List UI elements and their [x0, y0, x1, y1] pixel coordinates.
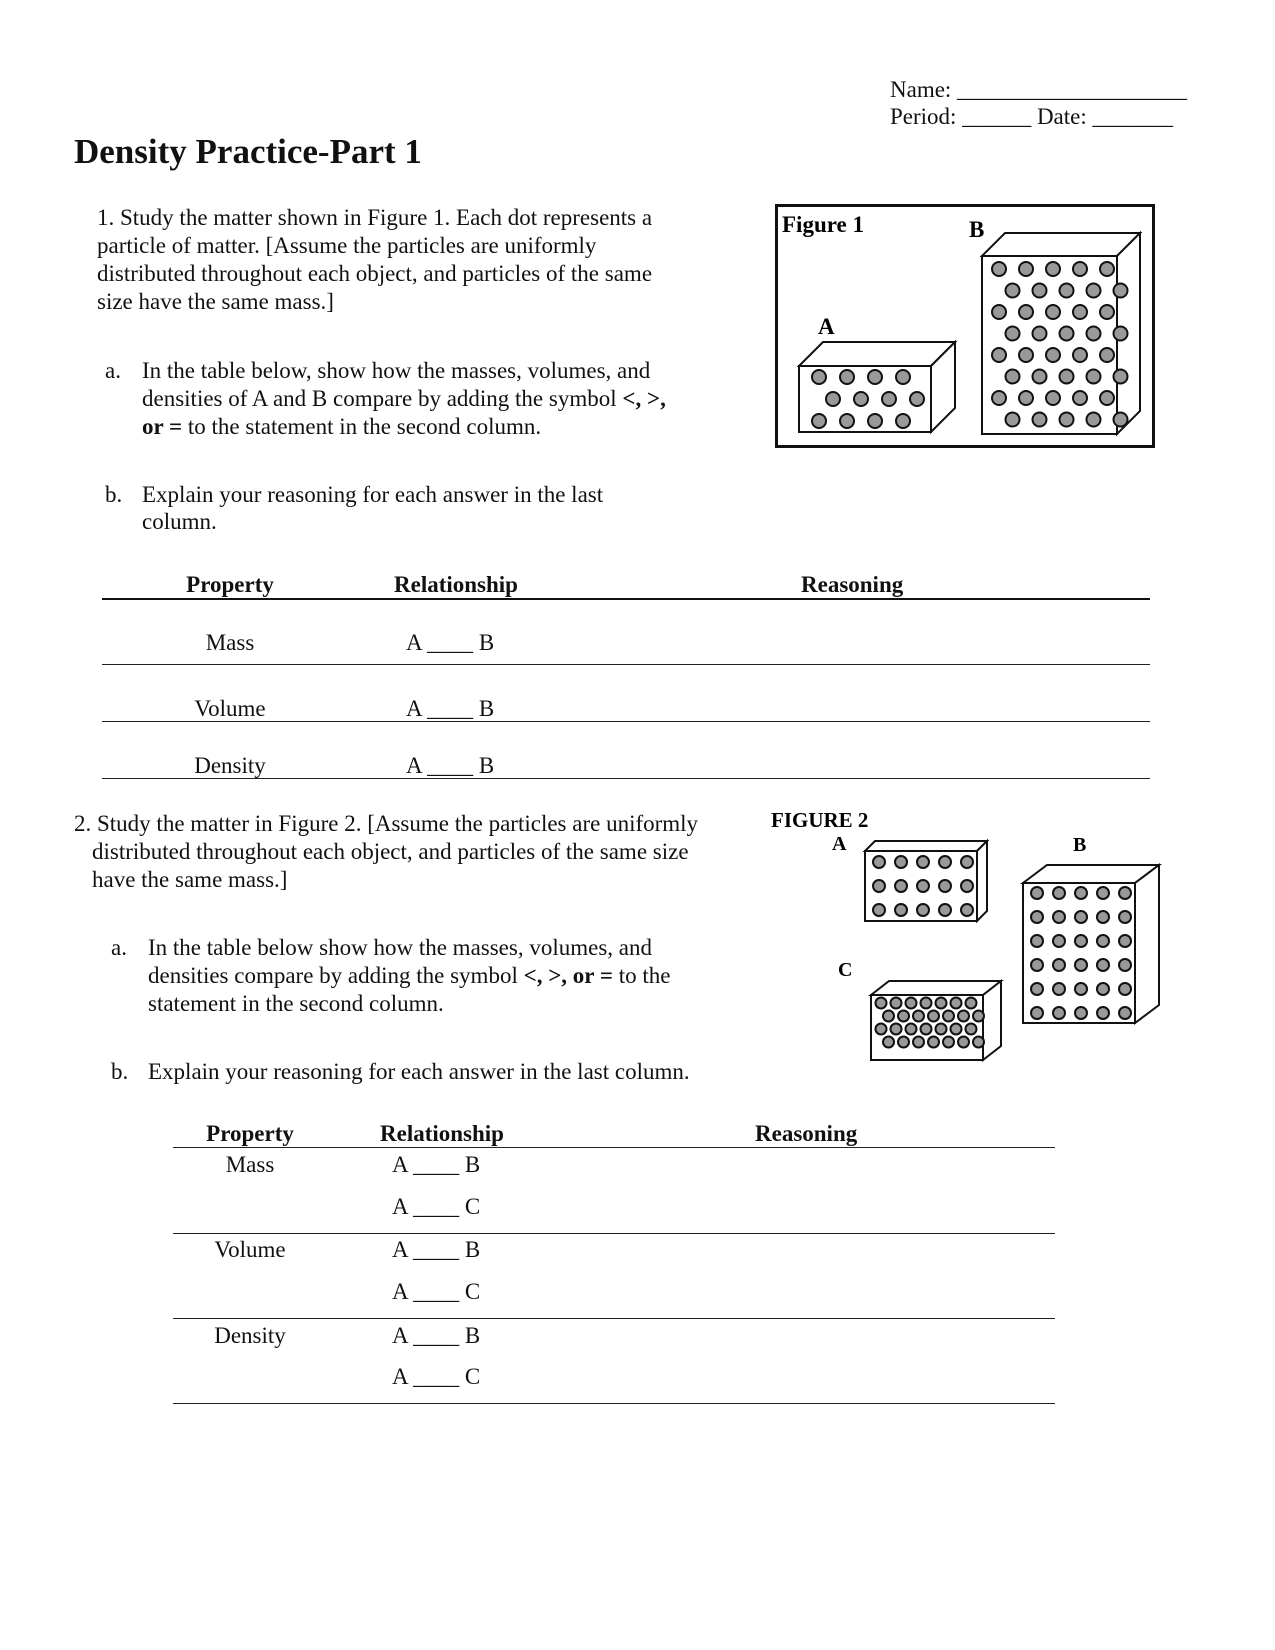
q1a-symbols: or =: [142, 414, 183, 439]
figure-2: [765, 805, 1185, 1065]
particle-dot: [868, 414, 882, 428]
q2-row-density-property: Density: [214, 1323, 286, 1348]
particle-dot: [973, 1011, 984, 1022]
particle-dot: [876, 998, 887, 1009]
q1-text-line: particle of matter. [Assume the particles are uniformly: [97, 233, 597, 258]
q2-row-mass-relation-ac: A ____ C: [392, 1194, 481, 1219]
figure-1-label-a: A: [818, 314, 835, 339]
q2-row-density-relation-ab: A ____ B: [392, 1323, 481, 1348]
q2-text-line: have the same mass.]: [92, 867, 288, 892]
q1-row-volume-relation: A ____ B: [406, 696, 495, 721]
particle-dot: [1119, 959, 1131, 971]
particle-dot: [1100, 391, 1114, 405]
particle-dot: [1100, 262, 1114, 276]
particle-dot: [943, 1011, 954, 1022]
q2a-text: densities compare by adding the symbol: [148, 963, 518, 988]
q2-table-header-rule: [173, 1147, 1055, 1148]
period-date-field-label: Period: ______ Date: _______: [890, 104, 1173, 129]
q2-table-row-rule: [173, 1403, 1055, 1404]
q1-row-mass-relation: A ____ B: [406, 630, 495, 655]
particle-dot: [1100, 305, 1114, 319]
particle-dot: [1087, 284, 1101, 298]
particle-dot: [1046, 391, 1060, 405]
q1-table-header-rule: [102, 598, 1150, 600]
particle-dot: [1019, 348, 1033, 362]
particle-dot: [854, 392, 868, 406]
particle-dot: [921, 1024, 932, 1035]
q2-row-mass-property: Mass: [225, 1152, 275, 1177]
particle-dot: [895, 904, 907, 916]
particle-dot: [951, 998, 962, 1009]
particle-dot: [1053, 983, 1065, 995]
particle-dot: [1006, 327, 1020, 341]
q2-row-mass-relation-ab: A ____ B: [392, 1152, 481, 1177]
particle-dot: [1087, 327, 1101, 341]
particle-dot: [906, 1024, 917, 1035]
q1-row-density-property: Density: [194, 753, 266, 778]
q2-table-header-property: Property: [206, 1121, 294, 1146]
name-field-label: Name: ____________________: [890, 77, 1188, 102]
particle-dot: [973, 1037, 984, 1048]
particle-dot: [1087, 413, 1101, 427]
q2-row-volume-property: Volume: [214, 1237, 286, 1262]
particle-dot: [1075, 887, 1087, 899]
particle-dot: [1097, 1007, 1109, 1019]
particle-dot: [958, 1011, 969, 1022]
particle-dot: [1033, 413, 1047, 427]
particle-dot: [1031, 911, 1043, 923]
particle-dot: [928, 1011, 939, 1022]
particle-dot: [812, 370, 826, 384]
q2-table-row-rule: [173, 1318, 1055, 1319]
particle-dot: [1097, 935, 1109, 947]
particle-dot: [1060, 284, 1074, 298]
particle-dot: [1053, 935, 1065, 947]
particle-dot: [1073, 391, 1087, 405]
particle-dot: [1119, 911, 1131, 923]
page-title: Density Practice-Part 1: [74, 132, 422, 171]
q1-row-density-relation: A ____ B: [406, 753, 495, 778]
particle-dot: [1046, 348, 1060, 362]
particle-dot: [1097, 983, 1109, 995]
particle-dot: [1114, 413, 1128, 427]
particle-dot: [812, 414, 826, 428]
particle-dot: [895, 880, 907, 892]
q2-table-header-relationship: Relationship: [380, 1121, 504, 1146]
q1a-text: to the statement in the second column.: [187, 414, 542, 439]
q1-row-mass-property: Mass: [205, 630, 255, 655]
particle-dot: [1019, 305, 1033, 319]
particle-dot: [1075, 935, 1087, 947]
particle-dot: [1114, 284, 1128, 298]
particle-dot: [1033, 370, 1047, 384]
particle-dot: [917, 856, 929, 868]
particle-dot: [1053, 911, 1065, 923]
particle-dot: [1119, 935, 1131, 947]
particle-dot: [1019, 262, 1033, 276]
q1-table-row-rule: [102, 778, 1150, 779]
particle-dot: [1053, 1007, 1065, 1019]
particle-dot: [1075, 983, 1087, 995]
q1a-text-line: [142, 385, 666, 412]
particle-dot: [1075, 1007, 1087, 1019]
q1-table-header-property: Property: [186, 572, 274, 597]
q1-table-row-rule: [102, 721, 1150, 722]
particle-dot: [1060, 370, 1074, 384]
particle-dot: [840, 370, 854, 384]
figure-1-label: Figure 1: [782, 212, 864, 237]
figure-2-label-b: B: [1073, 834, 1087, 856]
particle-dot: [1053, 887, 1065, 899]
particle-dot: [891, 1024, 902, 1035]
particle-dot: [1119, 983, 1131, 995]
particle-dot: [1053, 959, 1065, 971]
particle-dot: [1097, 911, 1109, 923]
particle-dot: [958, 1037, 969, 1048]
q2b-text-line: Explain your reasoning for each answer in the last column.: [148, 1059, 690, 1084]
particle-dot: [840, 414, 854, 428]
particle-dot: [1033, 284, 1047, 298]
particle-dot: [961, 880, 973, 892]
figure-1-label-b: B: [969, 217, 985, 242]
particle-dot: [1031, 1007, 1043, 1019]
figure-1: [775, 204, 1155, 448]
particle-dot: [895, 856, 907, 868]
particle-dot: [882, 392, 896, 406]
particle-dot: [939, 904, 951, 916]
q1b-marker: b.: [105, 482, 123, 507]
particle-dot: [876, 1024, 887, 1035]
particle-dot: [873, 904, 885, 916]
particle-dot: [1073, 305, 1087, 319]
particle-dot: [873, 880, 885, 892]
particle-dot: [928, 1037, 939, 1048]
particle-dot: [898, 1037, 909, 1048]
particle-dot: [943, 1037, 954, 1048]
q1a-text-line: [142, 413, 541, 440]
q2-table-header-reasoning: Reasoning: [755, 1121, 858, 1146]
particle-dot: [906, 998, 917, 1009]
q2-row-volume-relation-ac: A ____ C: [392, 1279, 481, 1304]
particle-dot: [1075, 911, 1087, 923]
particle-dot: [1073, 348, 1087, 362]
particle-dot: [873, 856, 885, 868]
particle-dot: [992, 262, 1006, 276]
particle-dot: [826, 392, 840, 406]
q2a-marker: a.: [111, 935, 127, 960]
particle-dot: [936, 1024, 947, 1035]
particle-dot: [883, 1037, 894, 1048]
particle-dot: [1019, 391, 1033, 405]
particle-dot: [992, 305, 1006, 319]
particle-dot: [910, 392, 924, 406]
particle-dot: [1087, 370, 1101, 384]
particle-dot: [896, 414, 910, 428]
particle-dot: [917, 880, 929, 892]
particle-dot: [966, 1024, 977, 1035]
q1a-symbols: <, >,: [622, 386, 666, 411]
particle-dot: [1114, 370, 1128, 384]
particle-dot: [1046, 305, 1060, 319]
particle-dot: [961, 856, 973, 868]
particle-dot: [992, 391, 1006, 405]
particle-dot: [1006, 284, 1020, 298]
q2a-text-line: In the table below show how the masses, volumes, and: [148, 935, 652, 960]
q2a-text-line: statement in the second column.: [148, 991, 444, 1016]
particle-dot: [1060, 327, 1074, 341]
q2a-text: to the: [618, 963, 671, 988]
particle-dot: [951, 1024, 962, 1035]
q2-row-volume-relation-ab: A ____ B: [392, 1237, 481, 1262]
particle-dot: [917, 904, 929, 916]
particle-dot: [966, 998, 977, 1009]
q1a-marker: a.: [105, 358, 121, 383]
particle-dot: [939, 856, 951, 868]
particle-dot: [1031, 887, 1043, 899]
q1-row-volume-property: Volume: [194, 696, 266, 721]
particle-dot: [936, 998, 947, 1009]
q2-text-line: 2. Study the matter in Figure 2. [Assume the particles are uniformly: [74, 811, 699, 836]
q1-table-row-rule: [102, 664, 1150, 665]
figure-2-box-b: [1023, 865, 1159, 1023]
figure-2-label-a: A: [832, 833, 847, 855]
particle-dot: [891, 998, 902, 1009]
particle-dot: [883, 1011, 894, 1022]
particle-dot: [913, 1037, 924, 1048]
particle-dot: [921, 998, 932, 1009]
q2a-symbols: <, >, or =: [523, 963, 613, 988]
q2b-marker: b.: [111, 1059, 129, 1084]
particle-dot: [939, 880, 951, 892]
q2-text-line: distributed throughout each object, and particles of the same size: [92, 839, 689, 864]
q2-table-row-rule: [173, 1233, 1055, 1234]
particle-dot: [1114, 327, 1128, 341]
particle-dot: [1119, 1007, 1131, 1019]
particle-dot: [1046, 262, 1060, 276]
q2-row-density-relation-ac: A ____ C: [392, 1364, 481, 1389]
particle-dot: [1100, 348, 1114, 362]
particle-dot: [1060, 413, 1074, 427]
particle-dot: [1006, 370, 1020, 384]
particle-dot: [1075, 959, 1087, 971]
particle-dot: [961, 904, 973, 916]
particle-dot: [1097, 887, 1109, 899]
q2a-text-line: [148, 962, 670, 989]
particle-dot: [913, 1011, 924, 1022]
particle-dot: [1073, 262, 1087, 276]
particle-dot: [1097, 959, 1109, 971]
q1-text-line: 1. Study the matter shown in Figure 1. Each dot represents a: [97, 205, 653, 230]
particle-dot: [1031, 935, 1043, 947]
particle-dot: [992, 348, 1006, 362]
q1-text-line: distributed throughout each object, and particles of the same: [97, 261, 653, 286]
particle-dot: [1033, 327, 1047, 341]
q1a-text-line: In the table below, show how the masses, volumes, and: [142, 358, 651, 383]
particle-dot: [1006, 413, 1020, 427]
particle-dot: [868, 370, 882, 384]
q1-table-header-reasoning: Reasoning: [801, 572, 904, 597]
q1a-text: densities of A and B compare by adding the symbol: [142, 386, 617, 411]
q1b-text-line: Explain your reasoning for each answer in the last: [142, 482, 604, 507]
particle-dot: [896, 370, 910, 384]
q1-table-header-relationship: Relationship: [394, 572, 518, 597]
particle-dot: [1031, 983, 1043, 995]
particle-dot: [898, 1011, 909, 1022]
particle-dot: [1031, 959, 1043, 971]
q1-text-line: size have the same mass.]: [97, 289, 334, 314]
figure-2-label: FIGURE 2: [771, 808, 869, 832]
particle-dot: [1119, 887, 1131, 899]
figure-2-label-c: C: [838, 959, 853, 981]
q1b-text-line: column.: [142, 509, 217, 534]
